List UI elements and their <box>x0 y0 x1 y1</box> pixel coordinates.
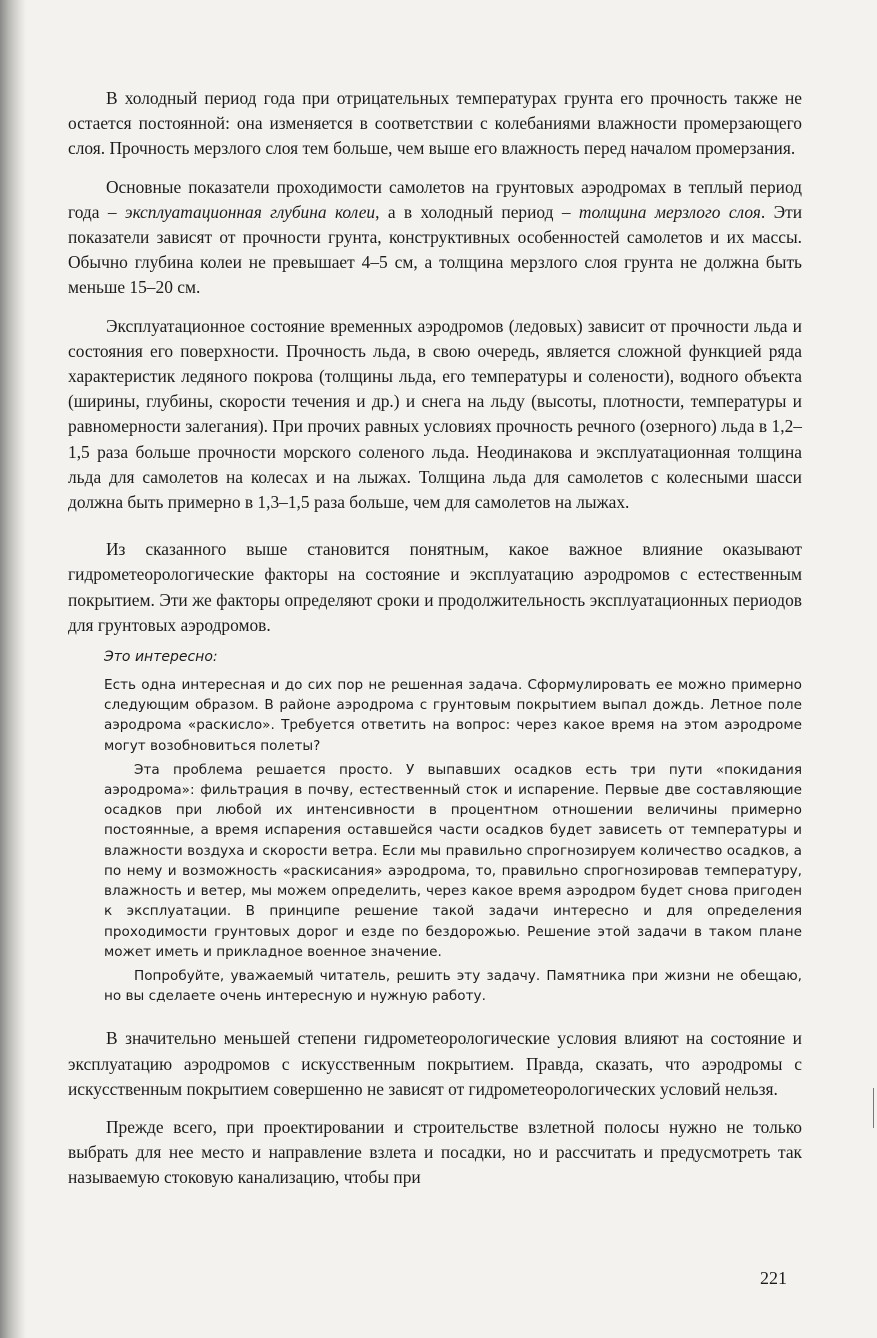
sidebar-paragraph: Попробуйте, уважаемый читатель, решить эту задачу. Памятника при жизни не обещаю, но вы сделаете очень интересную и нужную работу. <box>104 967 802 1005</box>
page-number: 221 <box>760 1268 787 1288</box>
book-page <box>68 86 802 1191</box>
sidebar-title: Это интересно: <box>104 649 218 666</box>
main-text-bottom <box>68 1026 802 1190</box>
italic-term: толщина мерзлого слоя <box>578 201 761 222</box>
sidebar-paragraph: Эта проблема решается просто. У выпавших осадков есть три пути «покидания аэродрома»: фильтрация в почву, естественный сток и испарение. Первые две составляющие осадков при любой их интенсивности в процентном отношении величины примерно постоянные, а время испарения оставшейся части осадков будет зависеть от температуры и влажности воздуха и скорости ветра. Если мы правильно спрогнозируем количество осадков, а по нему и возможность «раскисания» аэродрома, то, правильно спрогнозировав температуру, влажность и ветер, мы можем определить, через какое время аэродром будет снова пригоден к эксплуатации. В принципе решение такой задачи интересно и для определения проходимости грунтовых дорог и езде по бездорожью. Решение этой задачи в таком плане может иметь и прикладное военное значение. <box>104 761 802 960</box>
sidebar-interesting <box>104 648 802 1006</box>
paragraph-indicators <box>68 175 802 301</box>
italic-term: эксплуатационная глубина колеи <box>124 201 376 222</box>
paragraph-runway-design: Прежде всего, при проектировании и строительстве взлетной полосы нужно не только выбрать для нее место и направление взлета и посадки, но и рассчитать и предусмотреть так называемую стоковую канализацию, чтобы при <box>68 1116 802 1188</box>
paragraph-frozen-soil: В холодный период года при отрицательных температурах грунта его прочность также не остается постоянной: она изменяется в соответствии с колебаниями влажности промерзающего слоя. Прочность мерзлого слоя тем больше, чем выше его влажность перед началом промерзания. <box>68 88 802 159</box>
paragraph-text: Основные показатели проходимости самолетов на грунтовых аэродромах в теплый период года – <box>68 176 802 222</box>
paragraph-text: . Эти показатели зависят от прочности грунта, конструктивных особенностей самолетов и их массы. Обычно глубина колеи не превышает 4–5 см, а толщина мерзлого слоя грунта не должна быть меньше 15–20 см. <box>68 201 802 298</box>
sidebar-paragraph: Есть одна интересная и до сих пор не решенная задача. Сформулировать ее можно примерно следующим образом. В районе аэродрома с грунтовым покрытием выпал дождь. Летное поле аэродрома «раскисло». Требуется ответить на вопрос: через какое время на этом аэродроме могут возобновиться полеты? <box>104 677 802 754</box>
paragraph-artificial-cover: В значительно меньшей степени гидрометеорологические условия влияют на состояние и эксплуатацию аэродромов с искусственным покрытием. Правда, сказать, что аэродромы с искусственным покрытием совершенно не зависят от гидрометеорологических условий нельзя. <box>68 1028 802 1099</box>
scan-margin-mark <box>873 1088 874 1128</box>
main-text-top <box>68 86 802 638</box>
paragraph-conclusion: Из сказанного выше становится понятным, какое важное влияние оказывают гидрометеорологические факторы на состояние и эксплуатацию аэродромов с естественным покрытием. Эти же факторы определяют сроки и продолжительность эксплуатационных периодов для грунтовых аэродромов. <box>68 539 802 635</box>
paragraph-ice-aerodromes: Эксплуатационное состояние временных аэродромов (ледовых) зависит от прочности льда и состояния его поверхности. Прочность льда, в свою очередь, является сложной функцией ряда характеристик ледяного покрова (толщины льда, его температуры и солености), водного объекта (ширины, глубины, скорости течения и др.) и снега на льду (высоты, плотности, температуры и равномерности залегания). При прочих равных условиях прочность речного (озерного) льда в 1,2–1,5 раза больше прочности морского соленого льда. Неодинакова и эксплуатационная толщина льда для самолетов на колесах и на лыжах. Толщина льда для самолетов с колесными шасси должна быть примерно в 1,3–1,5 раза больше, чем для самолетов на лыжах. <box>68 315 802 513</box>
scan-edge-shadow <box>0 0 26 1338</box>
paragraph-text: , а в холодный период – <box>375 201 579 222</box>
